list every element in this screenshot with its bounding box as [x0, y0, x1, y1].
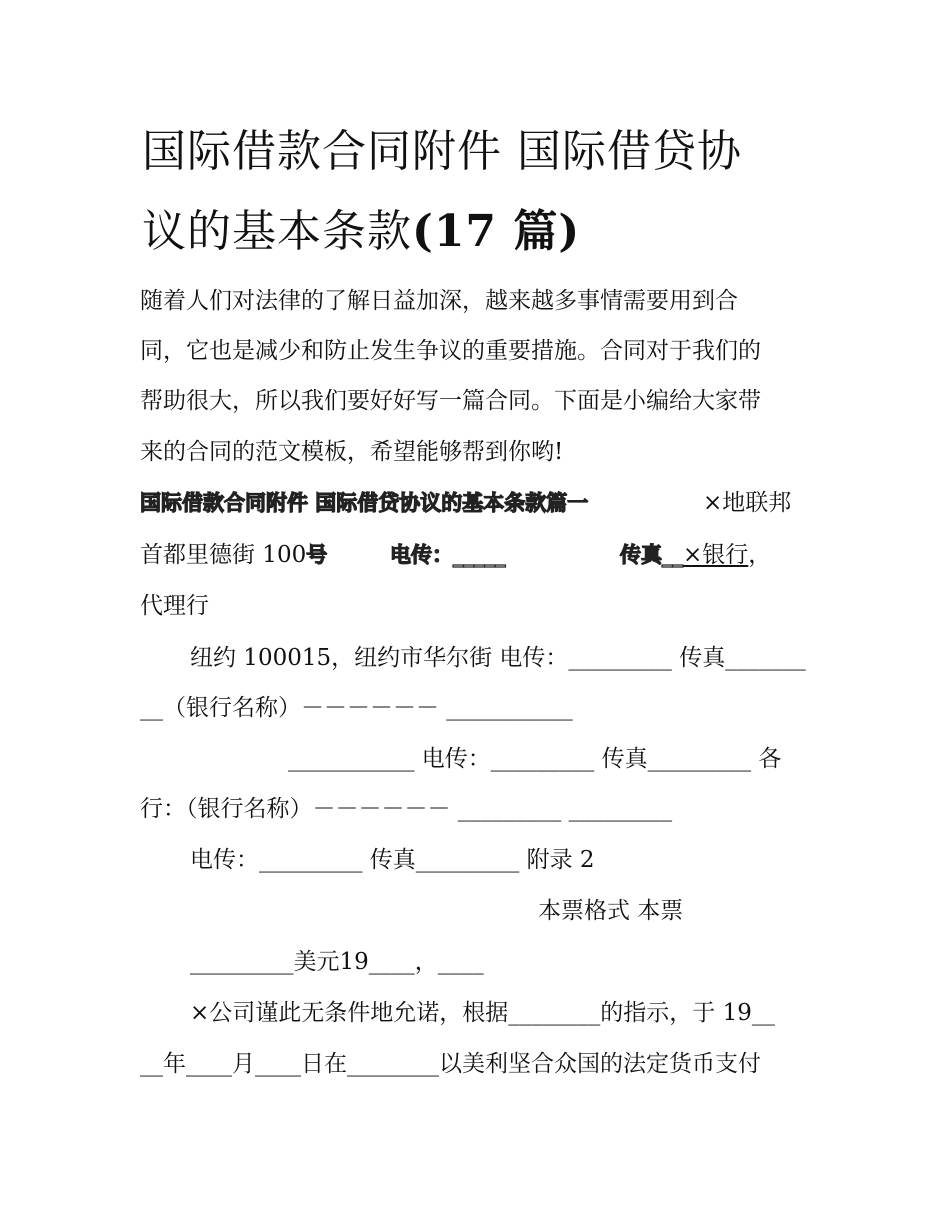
- document-title: [142, 112, 822, 272]
- title-line-2: 议的基本条款: [142, 206, 412, 257]
- bank-name: ×银行: [683, 542, 749, 568]
- title-count: (17 篇): [412, 206, 581, 257]
- body-line-3: ___________ 电传：_________ 传真_________ 各: [288, 746, 782, 772]
- body-line-5: 电传：_________ 传真_________ 附录 2: [190, 847, 595, 873]
- intro-line-1: 随着人们对法律的了解日益加深，越来越多事情需要用到合: [140, 288, 738, 314]
- address-street: 首都里德街 100: [140, 542, 307, 568]
- address-hao: 号: [306, 542, 328, 567]
- agent-bank-label: 代理行: [140, 593, 209, 619]
- fax-label: 传真__: [620, 542, 683, 567]
- body-line-7: _________美元19____，____: [190, 949, 484, 975]
- section-heading: 国际借款合同附件 国际借贷协议的基本条款篇一: [140, 490, 589, 515]
- intro-line-4: 来的合同的范文模板，希望能够帮到你哟!: [140, 439, 564, 465]
- intro-line-2: 同，它也是减少和防止发生争议的重要措施。合同对于我们的: [140, 338, 761, 364]
- section-heading-row: [140, 488, 792, 518]
- body-line-8: ×公司谨此无条件地允诺，根据________的指示，于 19__: [190, 1000, 775, 1026]
- body-line-1: 纽约 100015，纽约市华尔街 电传：_________ 传真_______: [190, 645, 806, 671]
- promissory-note-heading: 本票格式 本票: [538, 898, 684, 924]
- section-heading-tail: ×地联邦: [703, 490, 792, 516]
- body-line-9: __年____月____日在________以美利坚合众国的法定货币支付: [140, 1051, 761, 1077]
- intro-line-3: 帮助很大，所以我们要好好写一篇合同。下面是小编给大家带: [140, 388, 761, 414]
- bank-comma: ，: [748, 542, 772, 568]
- telex-label: 电传：_____: [390, 542, 506, 567]
- body-line-4: 行：（银行名称）－－－－－－ _________ _________: [140, 796, 673, 822]
- title-line-1: 国际借款合同附件 国际借贷协: [142, 126, 742, 177]
- body-line-2: __（银行名称）－－－－－－ ___________: [140, 695, 573, 721]
- address-row: [140, 540, 800, 570]
